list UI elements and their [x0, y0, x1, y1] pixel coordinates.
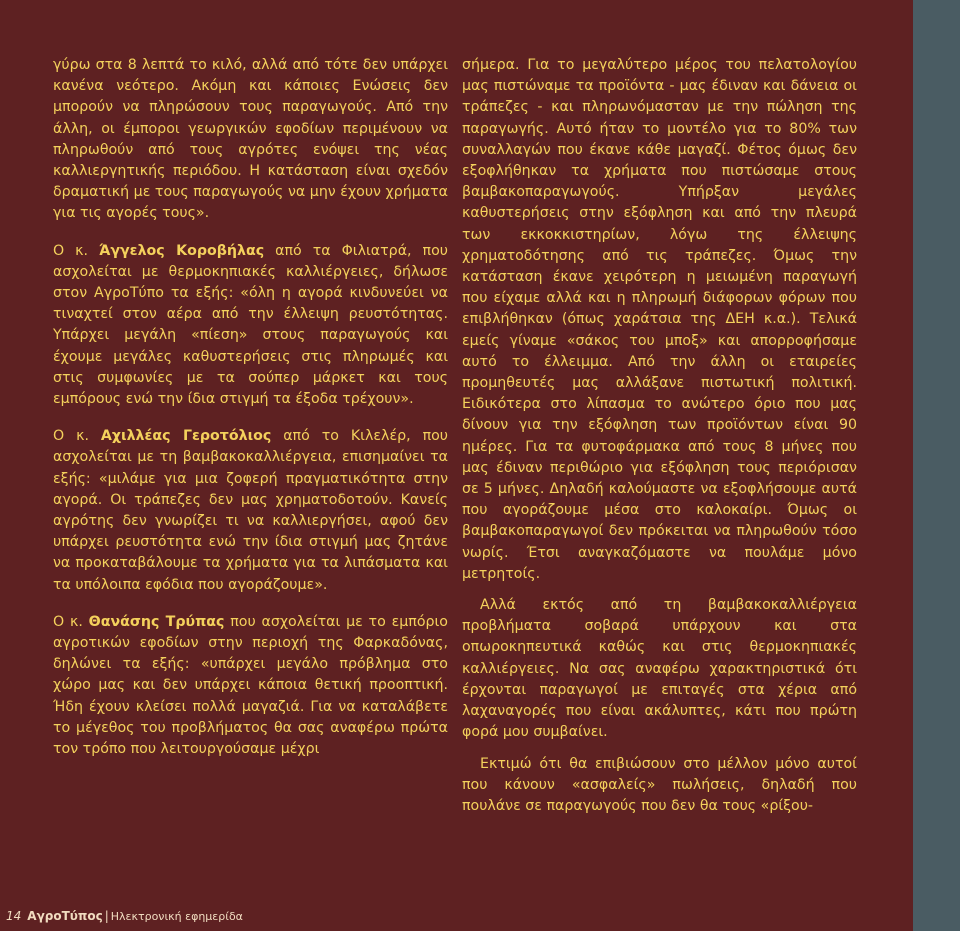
paragraph-text: από το Κιλελέρ, που ασχολείται με τη βαμβακοκαλλιέργεια, επισημαίνει τα εξής: «μιλάμε για μια ζοφερή πραγματικότητα στην αγορά. Οι τράπεζες δεν μας χρηματοδοτούν. Κανείς αγρότης δεν γνωρίζει τι να καλλιεργήσει, αφού δεν υπάρχει ρευστότητα ενώ την ίδια στιγμή μας ζητάνε να προκαταβάλουμε τα χρήματα για τα λιπάσματα και τα υπόλοιπα εφόδια που αγοράζουμε». — [53, 428, 448, 593]
person-name: Θανάσης Τρύπας — [88, 613, 225, 630]
paragraph-prefix: Ο κ. — [53, 613, 89, 630]
paragraph: Εκτιμώ ότι θα επιβιώσουν στο μέλλον μόνο αυτοί που κάνουν «ασφαλείς» πωλήσεις, δηλαδή που πουλάνε σε παραγωγούς που δεν θα τους «ρίξου- — [462, 755, 857, 814]
paragraph — [53, 612, 448, 760]
paragraph: σήμερα. Για το μεγαλύτερο μέρος του πελατολογίου μας πιστώναμε τα προϊόντα - μας έδιναν και δάνεια οι τράπεζες - και πληρωνόμασταν με την πώληση της παραγωγής. Αυτό ήταν το μοντέλο για το 80% των συναλλαγών που έκανε κάθε μαγαζί. Φέτος όμως δεν εξοφλήθηκαν τα χρήματα που πιστώσαμε στους βαμβακοπαραγωγούς. Υπήρξαν μεγάλες καθυστερήσεις στην εξόφληση και από την πλευρά των εκκοκκιστηρίων, λόγω της έλλειψης χρηματοδότησης από τις τράπεζες. Όμως την κατάσταση έκανε χειρότερη η μειωμένη παραγωγή που είχαμε αλλά και η πληρωμή διάφορων φόρων που επιβλήθηκαν (όπως χαράτσια της ΔΕΗ κ.α.). Τελικά εμείς γίναμε «σάκος του μποξ» και απορροφήσαμε αυτό το έλλειμμα. Από την άλλη οι εταιρείες προμηθευτές μας αλλάξανε πιστωτική πολιτική. Ειδικότερα στο λίπασμα το ανώτερο όριο που μας δίνουν για την εξόφληση των προϊόντων είναι 90 ημέρες. Για τα φυτοφάρμακα από τους 8 μήνες που μας έδιναν περιθώριο για εξόφληση τους περιόρισαν σε 5 μήνες. Δηλαδή καλούμαστε να εξοφλήσουμε αυτά που αγοράζουμε μέσα στο καλοκαίρι. Όμως οι βαμβακοπαραγωγοί δεν πρόκειται να πληρωθούν τόσο νωρίς. Έτσι αναγκαζόμαστε να πουλάμε μόνο μετρητοίς. — [462, 57, 857, 582]
paragraph-text: από τα Φιλιατρά, που ασχολείται με θερμοκηπιακές καλλιέργειες, δήλωσε στον ΑγροΤύπο τα εξής: «όλη η αγορά κινδυνεύει να τιναχτεί στον αέρα από την έλλειψη ρευστότητας. Υπάρχει μεγάλη «πίεση» στους παραγωγούς και έχουμε μεγάλες καθυστερήσεις στις πληρωμές και στις συμφωνίες με τα σούπερ μάρκετ και τους εμπόρους ενώ την ίδια στιγμή τα έξοδα τρέχουν». — [53, 242, 448, 408]
paragraph: γύρω στα 8 λεπτά το κιλό, αλλά από τότε δεν υπάρχει κανένα νεότερο. Ακόμη και κάποιες Ενώσεις δεν μπορούν να πληρώσουν τους παραγωγούς. Από την άλλη, οι έμποροι γεωργικών εφοδίων περιμένουν να πληρωθούν από τους αγρότες ενόψει της νέας καλλιεργητικής περιόδου. Η κατάσταση είναι σχεδόν δραματική με τους παραγωγούς να μην έχουν χρήματα για τις αγορές τους». — [53, 57, 448, 222]
page-number: 14 — [6, 909, 22, 923]
paragraph: Αλλά εκτός από τη βαμβακοκαλλιέργεια προβλήματα σοβαρά υπάρχουν και στα οπωροκηπευτικά καθώς και στις θερμοκηπιακές καλλιέργειες. Να σας αναφέρω χαρακτηριστικά ότι έρχονται παραγωγοί με επιταγές στα χέρια από λαχαναγορές που είναι ακάλυπτες, κάτι που πρώτη φορά μου συμβαίνει. — [462, 597, 857, 741]
paragraph — [53, 426, 448, 596]
paragraph — [53, 241, 448, 411]
publication-subtitle: Ηλεκτρονική εφημερίδα — [110, 910, 243, 923]
paragraph-prefix: Ο κ. — [53, 242, 100, 259]
publication-brand: ΑγροΤύπος — [27, 909, 103, 923]
person-name: Άγγελος Κοροβήλας — [99, 242, 265, 259]
left-column — [53, 55, 448, 776]
page-footer — [6, 909, 243, 923]
person-name: Αχιλλέας Γεροτόλιος — [100, 428, 272, 445]
paragraph-prefix: Ο κ. — [53, 428, 101, 445]
right-column — [462, 55, 857, 817]
side-color-strip — [913, 0, 960, 931]
paragraph-text: που ασχολείται με το εμπόριο αγροτικών εφοδίων στην περιοχή της Φαρκαδόνας, δηλώνει τα εξής: «υπάρχει μεγάλο πρόβλημα στο χώρο μας και δεν υπάρχει κάποια θετική προοπτική. Ήδη έχουν κλείσει πολλά μαγαζιά. Για να καταλάβετε το μέγεθος του προβλήματος θα σας αναφέρω πρώτα τον τρόπο που λειτουργούσαμε μέχρι — [53, 613, 448, 758]
footer-separator: | — [104, 909, 109, 923]
